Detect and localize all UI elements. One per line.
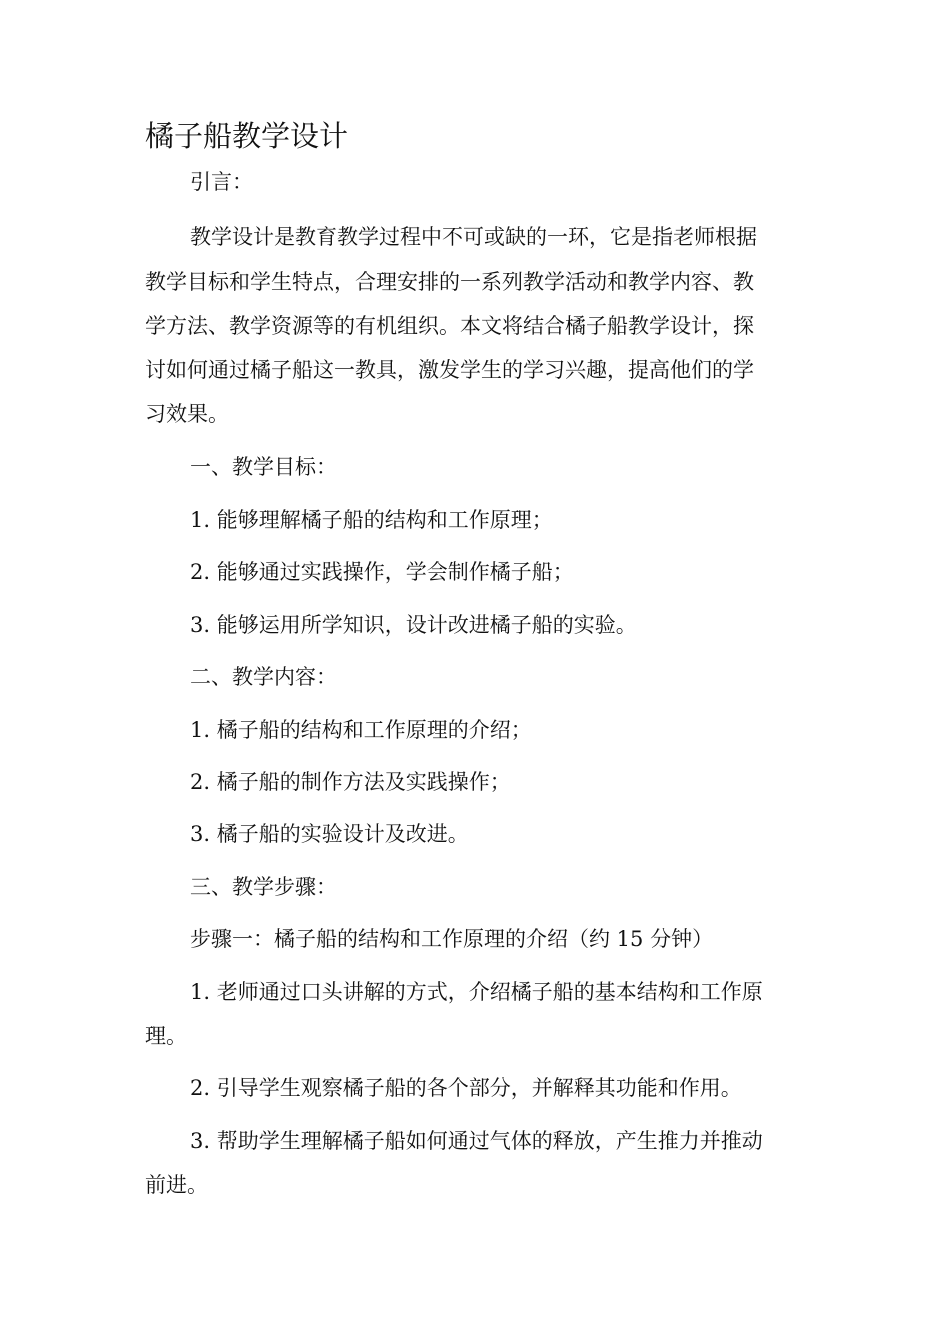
objective-item-1: 1. 能够理解橘子船的结构和工作原理； — [190, 508, 553, 532]
step1-title: 步骤一：橘子船的结构和工作原理的介绍（约 15 分钟） — [190, 927, 714, 951]
content-item-3: 3. 橘子船的实验设计及改进。 — [190, 822, 469, 846]
document-title: 橘子船教学设计 — [145, 119, 349, 153]
step1-item-3-line-2: 前进。 — [145, 1173, 208, 1197]
section-heading-content: 二、教学内容： — [190, 665, 337, 689]
objective-item-2: 2. 能够通过实践操作，学会制作橘子船； — [190, 560, 574, 584]
step1-item-3-line-1: 3. 帮助学生理解橘子船如何通过气体的释放，产生推力并推动 — [190, 1129, 763, 1153]
intro-line-4: 讨如何通过橘子船这一教具，激发学生的学习兴趣，提高他们的学 — [145, 358, 754, 382]
content-item-2: 2. 橘子船的制作方法及实践操作； — [190, 770, 511, 794]
objective-item-3: 3. 能够运用所学知识，设计改进橘子船的实验。 — [190, 613, 637, 637]
step1-item-2: 2. 引导学生观察橘子船的各个部分，并解释其功能和作用。 — [190, 1076, 742, 1100]
intro-line-5: 习效果。 — [145, 402, 229, 426]
step1-item-1-line-1: 1. 老师通过口头讲解的方式，介绍橘子船的基本结构和工作原 — [190, 980, 763, 1004]
section-heading-objectives: 一、教学目标： — [190, 455, 337, 479]
intro-line-1: 教学设计是教育教学过程中不可或缺的一环，它是指老师根据 — [190, 225, 757, 249]
intro-label: 引言： — [190, 170, 253, 194]
intro-line-3: 学方法、教学资源等的有机组织。本文将结合橘子船教学设计，探 — [145, 314, 754, 338]
step1-item-1-line-2: 理。 — [145, 1024, 187, 1048]
section-heading-steps: 三、教学步骤： — [190, 875, 337, 899]
intro-line-2: 教学目标和学生特点，合理安排的一系列教学活动和教学内容、教 — [145, 270, 754, 294]
content-item-1: 1. 橘子船的结构和工作原理的介绍； — [190, 718, 532, 742]
